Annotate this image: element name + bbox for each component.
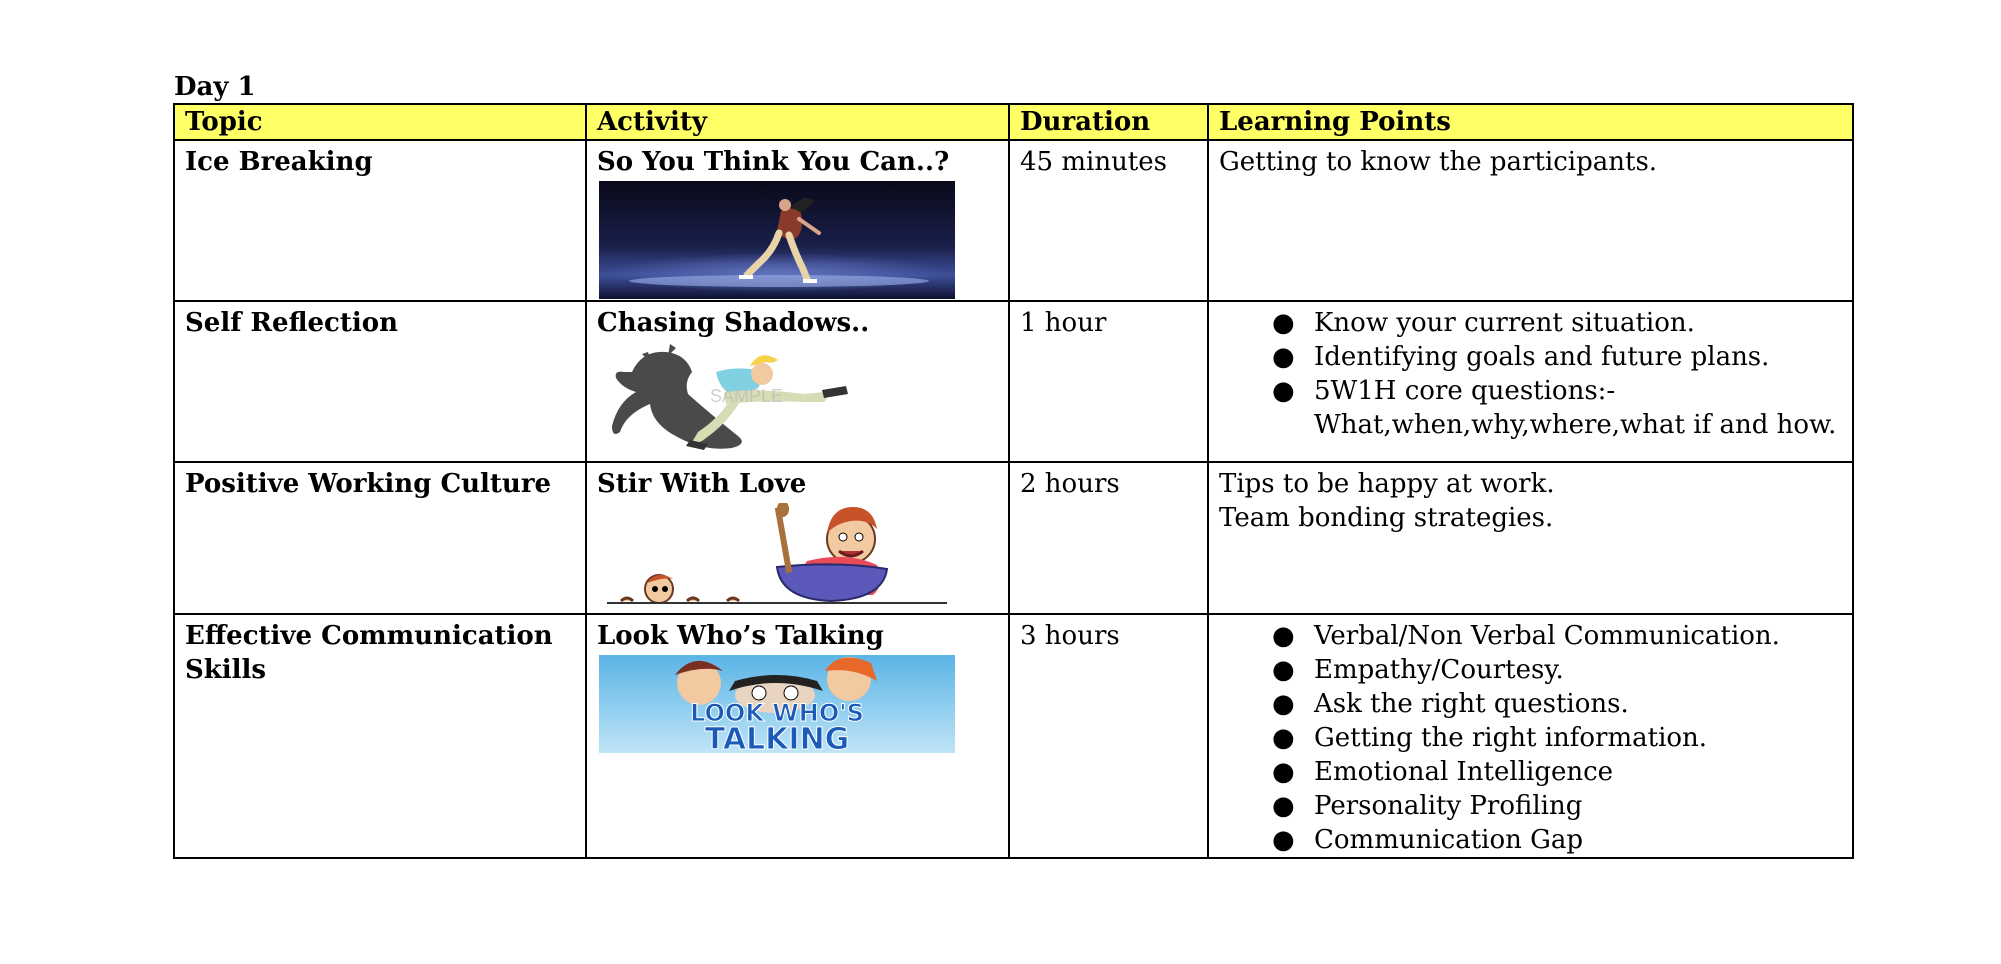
- bullet-icon: ●: [1272, 342, 1295, 372]
- topic-cell: Self Reflection: [174, 301, 586, 462]
- header-topic: Topic: [174, 104, 586, 140]
- table-row: [174, 462, 1853, 614]
- bullet-icon: ●: [1272, 308, 1295, 338]
- table-row: [174, 301, 1853, 462]
- learning-points-cell: [1208, 301, 1853, 462]
- list-item: ● Ask the right questions.: [1272, 689, 1629, 719]
- learning-points-list: [1219, 306, 1842, 442]
- duration-cell: 1 hour: [1009, 301, 1208, 462]
- list-item: ● Communication Gap: [1272, 825, 1584, 855]
- list-item: ● Verbal/Non Verbal Communication.: [1272, 621, 1780, 651]
- table-row: [174, 614, 1853, 858]
- activity-cell: [586, 462, 1009, 614]
- banner-text-bottom: TALKING: [704, 722, 850, 753]
- stirring-bowl-cartoon: [599, 503, 955, 607]
- list-item: ● Identifying goals and future plans.: [1272, 342, 1770, 372]
- list-item: ● Empathy/Courtesy.: [1272, 655, 1564, 685]
- list-item: ● Getting the right information.: [1272, 723, 1708, 753]
- bullet-icon: ●: [1272, 376, 1295, 406]
- list-item: ● Personality Profiling: [1272, 791, 1583, 821]
- learning-points-cell: [1208, 140, 1853, 301]
- activity-cell: [586, 614, 1009, 858]
- duration-cell: 45 minutes: [1009, 140, 1208, 301]
- duration-cell: 3 hours: [1009, 614, 1208, 858]
- activity-cell: [586, 140, 1009, 301]
- bullet-icon: ●: [1272, 791, 1295, 821]
- activity-title: So You Think You Can..?: [597, 147, 950, 177]
- banner-text-top: LOOK WHO'S: [690, 699, 864, 727]
- bullet-icon: ●: [1272, 655, 1295, 685]
- learning-point-text: Tips to be happy at work.: [1219, 469, 1555, 499]
- shadow-chase-cartoon: [599, 342, 955, 454]
- bullet-icon: ●: [1272, 825, 1295, 855]
- table-row: [174, 140, 1853, 301]
- header-learning-points: Learning Points: [1208, 104, 1853, 140]
- bullet-icon: ●: [1272, 621, 1295, 651]
- header-duration: Duration: [1009, 104, 1208, 140]
- activity-title: Look Who’s Talking: [597, 621, 884, 651]
- header-row: [174, 104, 1853, 140]
- topic-cell: Effective Communication Skills: [174, 614, 586, 858]
- activity-title: Stir With Love: [597, 469, 807, 499]
- learning-points-cell: [1208, 462, 1853, 614]
- topic-cell: Ice Breaking: [174, 140, 586, 301]
- learning-point-text: Team bonding strategies.: [1219, 503, 1554, 533]
- bullet-icon: ●: [1272, 723, 1295, 753]
- learning-points-cell: [1208, 614, 1853, 858]
- list-item: ● 5W1H core questions:- What,when,why,where,what if and how.: [1272, 376, 1837, 440]
- learning-point-text: Getting to know the participants.: [1219, 147, 1658, 177]
- topic-cell: Positive Working Culture: [174, 462, 586, 614]
- learning-points-list: [1219, 619, 1842, 857]
- schedule-table: [173, 103, 1854, 859]
- list-item: ● Know your current situation.: [1272, 308, 1695, 338]
- activity-cell: [586, 301, 1009, 462]
- ice-dancing-photo: [599, 181, 955, 299]
- duration-cell: 2 hours: [1009, 462, 1208, 614]
- look-whos-talking-banner: [599, 655, 955, 753]
- svg-text:SAMPLE: SAMPLE: [710, 386, 784, 406]
- bullet-icon: ●: [1272, 689, 1295, 719]
- list-item: ● Emotional Intelligence: [1272, 757, 1614, 787]
- bullet-icon: ●: [1272, 757, 1295, 787]
- header-activity: Activity: [586, 104, 1009, 140]
- day-title: Day 1: [174, 72, 256, 102]
- activity-title: Chasing Shadows..: [597, 308, 870, 338]
